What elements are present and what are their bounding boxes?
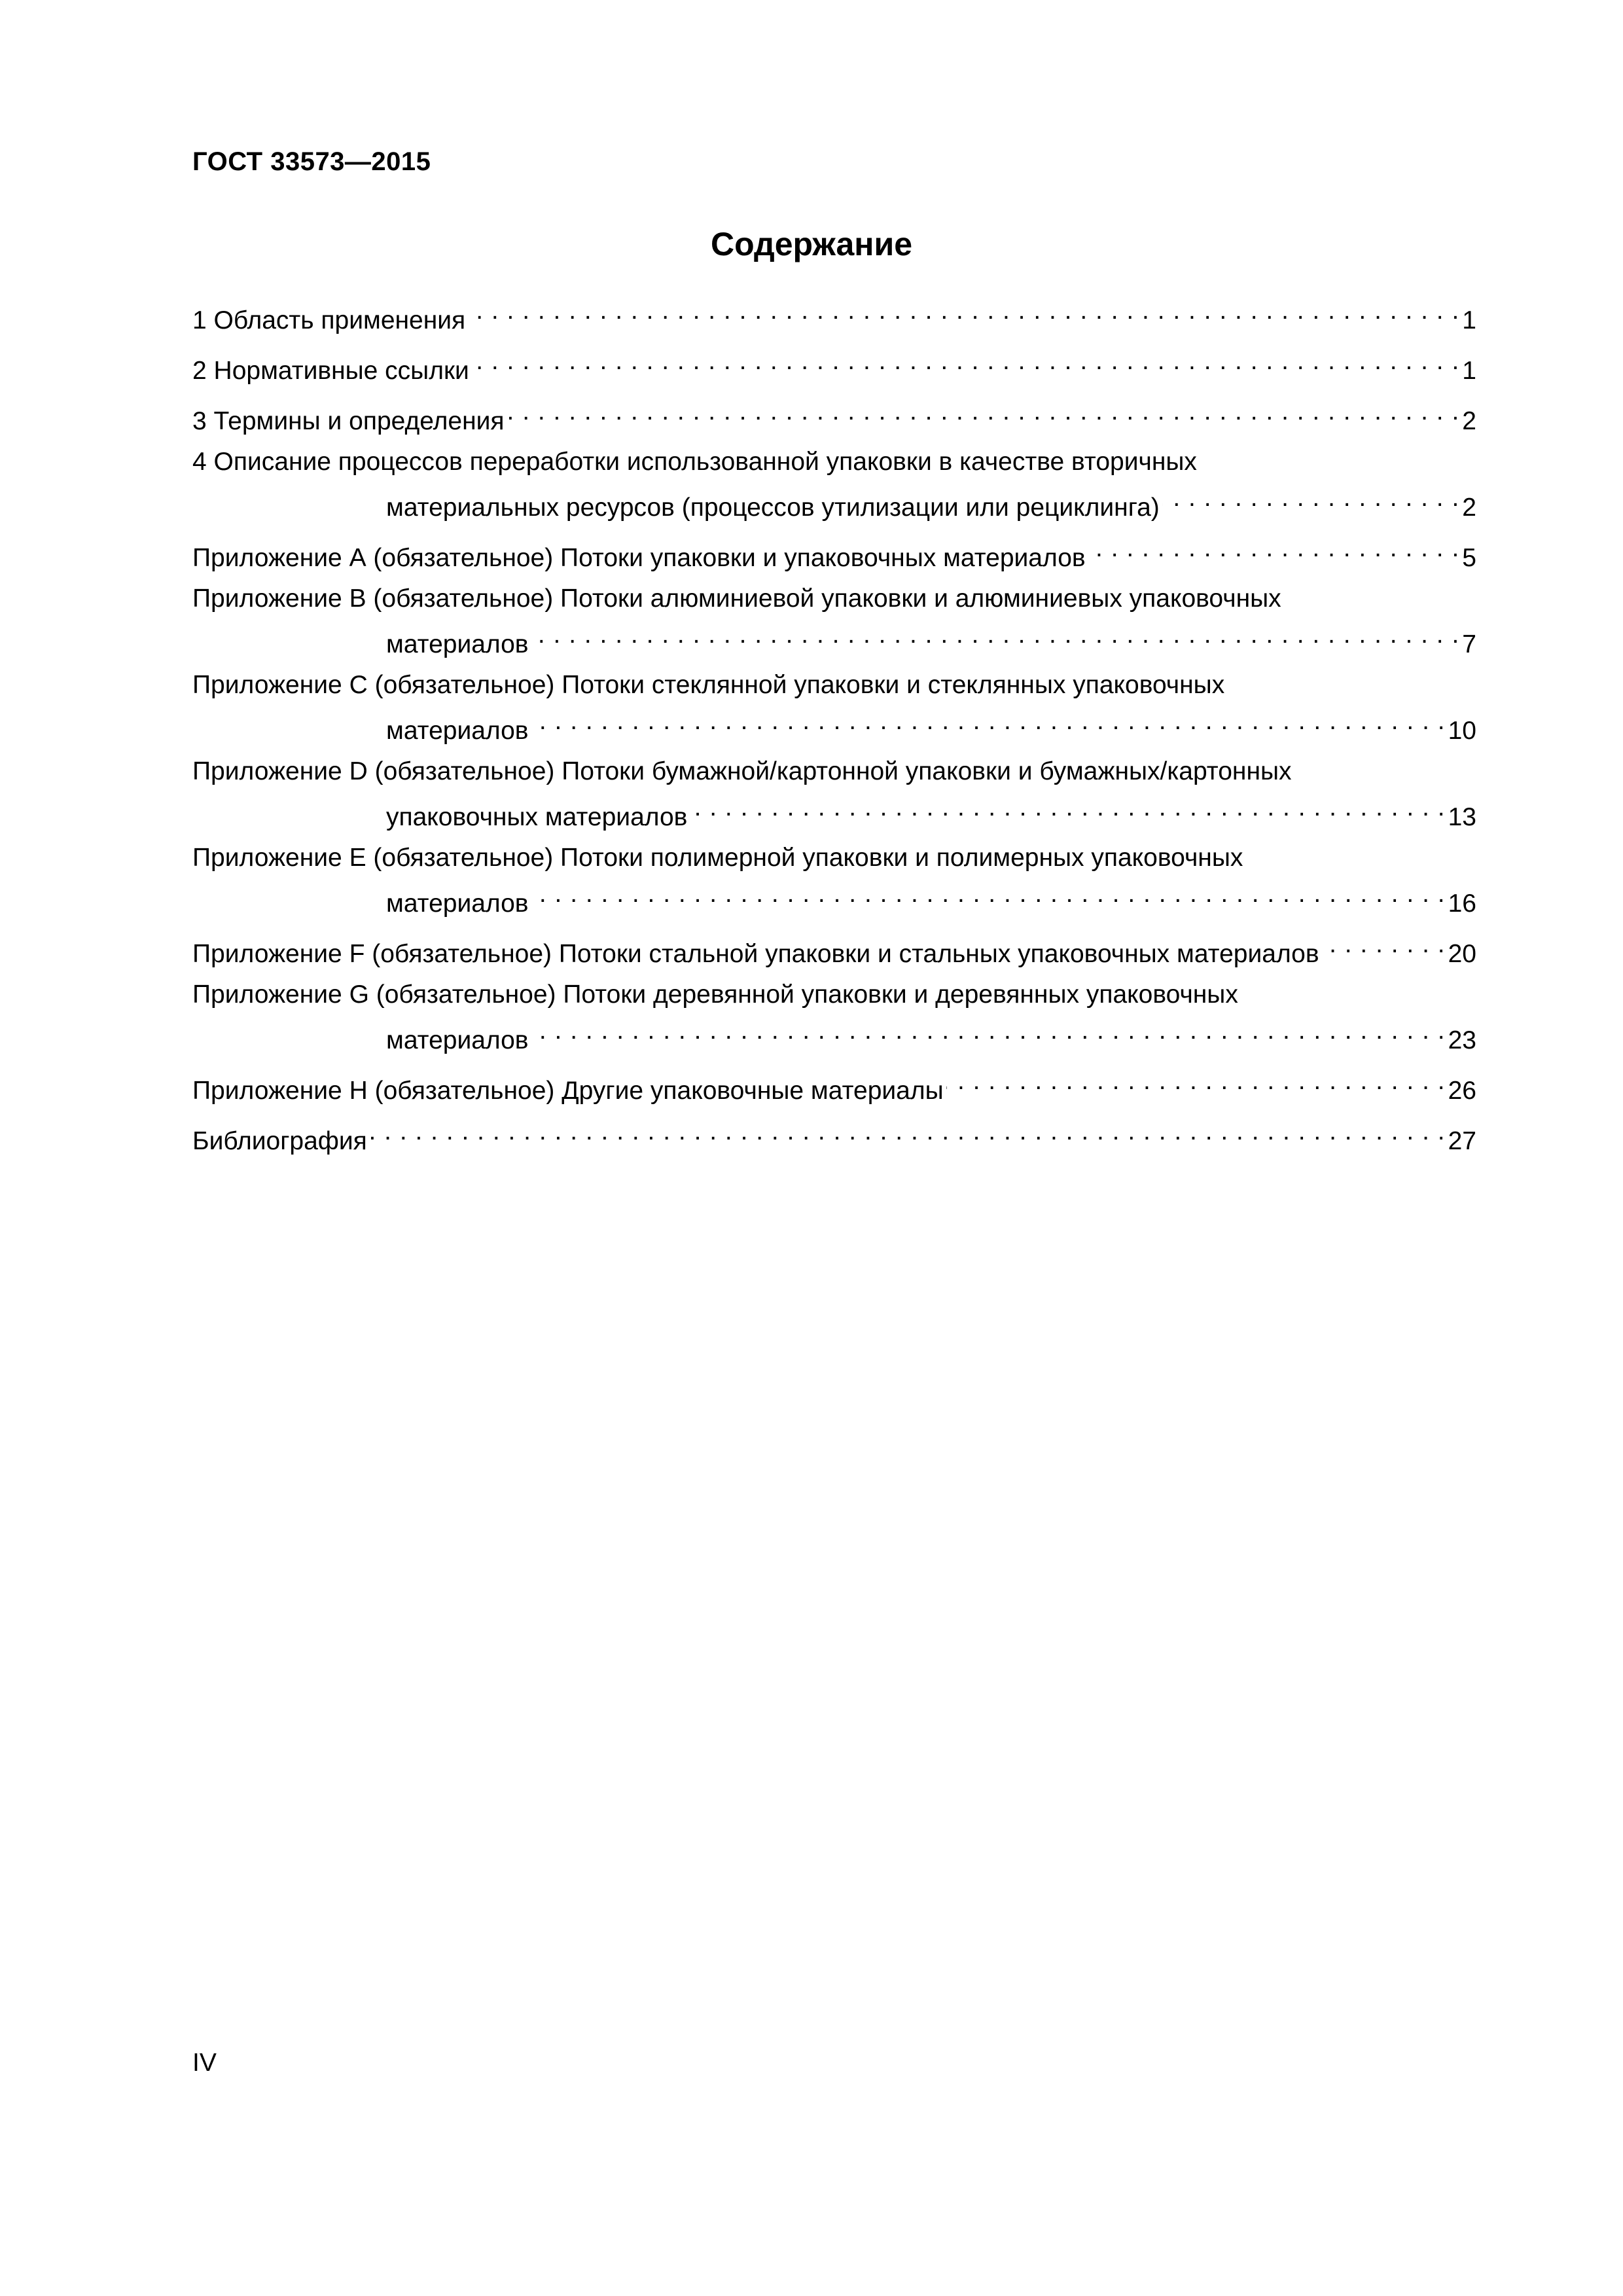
toc-entry[interactable] [192,444,1476,526]
toc-entry[interactable] [192,1063,1476,1109]
toc-entry-title: 1 Область применения [192,306,466,334]
toc-leader-dots [690,789,1445,825]
toc-page-number: 2 [1462,407,1476,435]
toc-leader-dots [531,1013,1446,1049]
toc-page-number: 23 [1448,1026,1476,1054]
toc-leader-dots [1088,530,1460,566]
toc-page-number: 20 [1448,940,1476,968]
toc-entry-title: Приложение H (обязательное) Другие упаковочные материалы [192,1077,944,1105]
toc-entry-title-continued: материалов [386,1026,529,1054]
toc-entry-title: Приложение G (обязательное) Потоки деревянной упаковки и деревянных упаковочных [192,980,1238,1009]
toc-entry[interactable] [192,530,1476,576]
toc-entry-title: Библиография [192,1127,367,1155]
toc-entry[interactable] [192,1113,1476,1159]
toc-page-number: 16 [1448,889,1476,918]
toc-entry[interactable] [192,667,1476,749]
toc-page-number: 1 [1462,306,1476,334]
toc-entry-title: Приложение В (обязательное) Потоки алюминиевой упаковки и алюминиевых упаковочных [192,584,1281,613]
toc-page-number: 2 [1462,493,1476,522]
toc-entry-title-continued: материалов [386,630,529,658]
toc-entry[interactable] [192,926,1476,972]
toc-page-number: 10 [1448,717,1476,745]
toc-leader-dots [468,293,1459,329]
toc-entry-title-continued: материалов [386,717,529,745]
toc-page-number: 13 [1448,803,1476,831]
toc-entry-title: 3 Термины и определения [192,407,505,435]
toc-page-number: 1 [1462,357,1476,385]
toc-title: Содержание [710,226,913,262]
toc-entry-title: 4 Описание процессов переработки использованной упаковки в качестве вторичных [192,448,1197,476]
toc-entry[interactable] [192,393,1476,439]
toc-entry[interactable] [192,840,1476,922]
toc-leader-dots [1162,480,1460,516]
toc-leader-dots [472,343,1459,379]
toc-entry-title: Приложение F (обязательное) Потоки стальной упаковки и стальных упаковочных материалов [192,940,1319,968]
toc-page-number: 26 [1448,1077,1476,1105]
toc-entry-title: Приложение С (обязательное) Потоки стеклянной упаковки и стеклянных упаковочных [192,671,1225,699]
toc-entry[interactable] [192,581,1476,662]
toc-leader-dots [531,703,1446,739]
toc-entry-title: Приложение D (обязательное) Потоки бумажной/картонной упаковки и бумажных/картонных [192,757,1292,785]
toc-entry-title-continued: материалов [386,889,529,918]
toc-leader-dots [370,1113,1446,1149]
toc-entry[interactable] [192,343,1476,389]
toc-page-number: 7 [1462,630,1476,658]
toc-page-number: 5 [1462,544,1476,572]
toc-page-number: 27 [1448,1127,1476,1155]
page-number: IV [192,2049,217,2077]
document-id: ГОСТ 33573—2015 [192,147,431,176]
toc-leader-dots [946,1063,1446,1099]
toc-entry-title: 2 Нормативные ссылки [192,357,469,385]
toc-entry[interactable] [192,293,1476,338]
toc-leader-dots [531,617,1460,653]
toc-entry-title: Приложение E (обязательное) Потоки полимерной упаковки и полимерных упаковочных [192,844,1243,872]
toc-leader-dots [1322,926,1446,962]
toc-entry[interactable] [192,977,1476,1058]
toc-entry[interactable] [192,753,1476,835]
toc-leader-dots [531,876,1446,912]
toc-entry-title-continued: упаковочных материалов [386,803,688,831]
toc-entry-title: Приложение А (обязательное) Потоки упаковки и упаковочных материалов [192,544,1086,572]
toc-entry-title-continued: материальных ресурсов (процессов утилизации или рециклинга) [386,493,1160,522]
table-of-contents [192,293,1476,1164]
toc-leader-dots [507,393,1460,429]
